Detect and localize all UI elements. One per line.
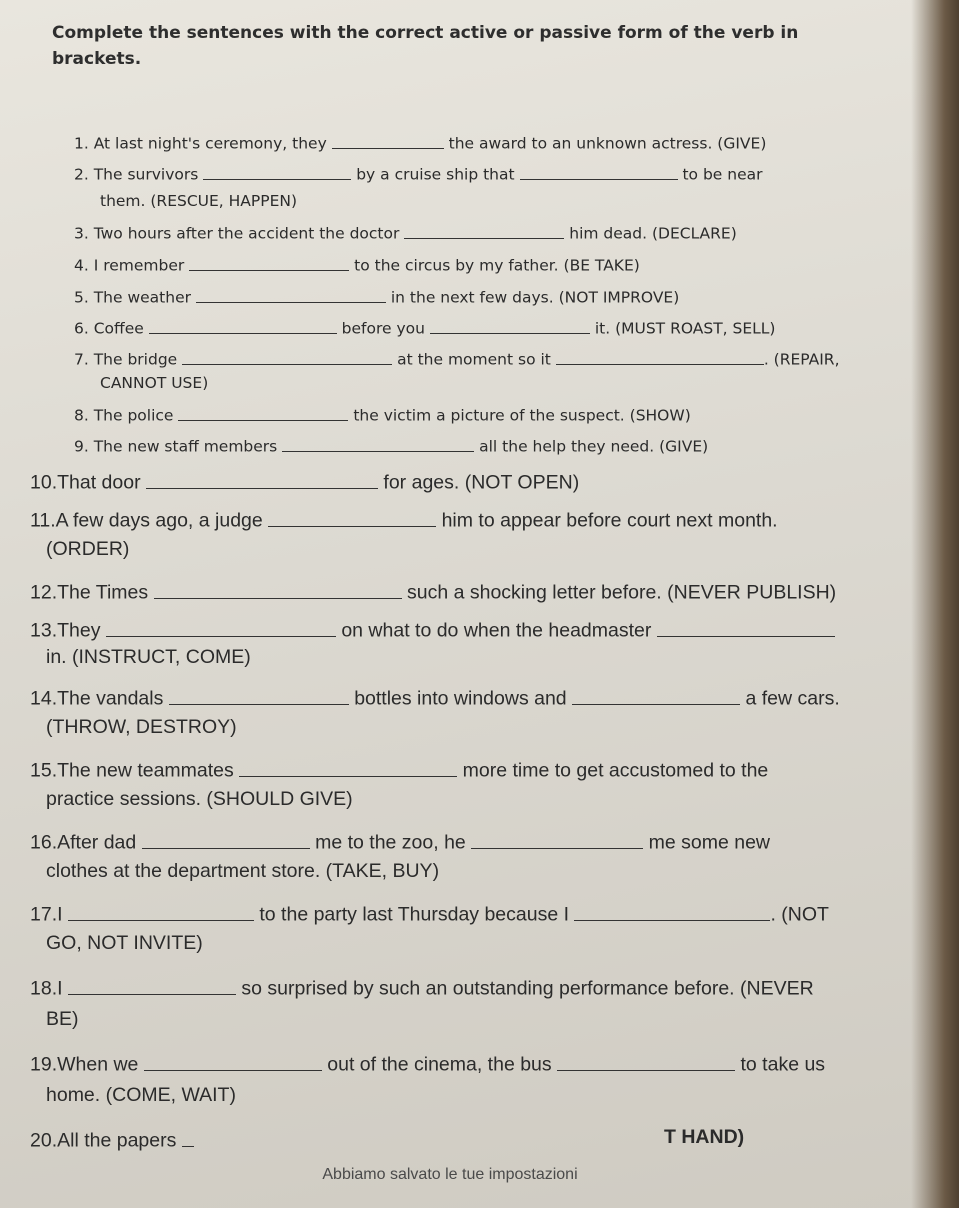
answer-blank[interactable] xyxy=(68,900,254,921)
answer-blank[interactable] xyxy=(268,506,436,527)
answer-blank[interactable] xyxy=(556,348,764,365)
exercise-item-13: 13.They on what to do when the headmaster xyxy=(30,616,835,643)
answer-blank[interactable] xyxy=(520,163,678,180)
answer-blank[interactable] xyxy=(144,1050,322,1071)
exercise-item-18-cont: BE) xyxy=(46,1008,79,1030)
answer-blank[interactable] xyxy=(178,404,348,421)
answer-blank[interactable] xyxy=(182,1126,194,1147)
exercise-item-16: 16.After dad me to the zoo, he me some new xyxy=(30,828,770,855)
exercise-item-1: 1. At last night's ceremony, they the award to an unknown actress. (GIVE) xyxy=(74,132,766,153)
answer-blank[interactable] xyxy=(572,684,740,705)
answer-blank[interactable] xyxy=(154,578,402,599)
answer-blank[interactable] xyxy=(169,684,349,705)
exercise-item-12: 12.The Times such a shocking letter before. (NEVER PUBLISH) xyxy=(30,578,836,605)
exercise-item-4: 4. I remember to the circus by my father. (BE TAKE) xyxy=(74,254,640,275)
answer-blank[interactable] xyxy=(68,974,236,995)
answer-blank[interactable] xyxy=(574,900,770,921)
answer-blank[interactable] xyxy=(142,828,310,849)
exercise-item-10: 10.That door for ages. (NOT OPEN) xyxy=(30,468,579,495)
answer-blank[interactable] xyxy=(106,616,336,637)
exercise-item-11: 11.A few days ago, a judge him to appear before court next month. xyxy=(30,506,778,533)
answer-blank[interactable] xyxy=(430,317,590,334)
exercise-item-20-tail: T HAND) xyxy=(664,1126,745,1148)
answer-blank[interactable] xyxy=(332,132,444,149)
instructions: Complete the sentences with the correct active or passive form of the verb in brackets. xyxy=(52,23,799,69)
answer-blank[interactable] xyxy=(239,756,457,777)
answer-blank[interactable] xyxy=(657,616,835,637)
exercise-item-2-cont: them. (RESCUE, HAPPEN) xyxy=(100,192,298,210)
exercise-item-17: 17.I to the party last Thursday because I . (NOT xyxy=(30,900,829,927)
exercise-item-5: 5. The weather in the next few days. (NOT IMPROVE) xyxy=(74,286,679,307)
answer-blank[interactable] xyxy=(557,1050,735,1071)
exercise-item-7: 7. The bridge at the moment so it . (REPAIR, xyxy=(74,348,840,369)
answer-blank[interactable] xyxy=(189,254,349,271)
answer-blank[interactable] xyxy=(149,317,337,334)
exercise-item-18: 18.I so surprised by such an outstanding performance before. (NEVER xyxy=(30,974,814,1001)
answer-blank[interactable] xyxy=(146,468,378,489)
exercise-item-15-cont: practice sessions. (SHOULD GIVE) xyxy=(46,788,353,810)
exercise-item-20: 20.All the papers xyxy=(30,1126,194,1153)
exercise-item-9: 9. The new staff members all the help they need. (GIVE) xyxy=(74,435,708,456)
answer-blank[interactable] xyxy=(203,163,351,180)
exercise-item-14: 14.The vandals bottles into windows and a few cars. xyxy=(30,684,840,711)
exercise-item-6: 6. Coffee before you it. (MUST ROAST, SELL) xyxy=(74,317,775,338)
exercise-item-15: 15.The new teammates more time to get accustomed to the xyxy=(30,756,768,783)
exercise-item-3: 3. Two hours after the accident the doctor him dead. (DECLARE) xyxy=(74,222,737,243)
exercise-item-14-cont: (THROW, DESTROY) xyxy=(46,716,237,738)
exercise-item-17-cont: GO, NOT INVITE) xyxy=(46,932,203,954)
exercise-item-8: 8. The police the victim a picture of the suspect. (SHOW) xyxy=(74,404,691,425)
saved-settings-toast: Abbiamo salvato le tue impostazioni xyxy=(322,1166,578,1183)
exercise-item-19-cont: home. (COME, WAIT) xyxy=(46,1084,236,1106)
answer-blank[interactable] xyxy=(282,435,474,452)
exercise-item-13-cont: in. (INSTRUCT, COME) xyxy=(46,646,251,668)
answer-blank[interactable] xyxy=(196,286,386,303)
exercise-item-7-cont: CANNOT USE) xyxy=(100,374,209,392)
exercise-item-2: 2. The survivors by a cruise ship that to be near xyxy=(74,163,763,184)
answer-blank[interactable] xyxy=(404,222,564,239)
exercise-item-19: 19.When we out of the cinema, the bus to take us xyxy=(30,1050,825,1077)
answer-blank[interactable] xyxy=(182,348,392,365)
exercise-item-11-cont: (ORDER) xyxy=(46,538,130,560)
answer-blank[interactable] xyxy=(471,828,643,849)
exercise-item-16-cont: clothes at the department store. (TAKE, BUY) xyxy=(46,860,440,882)
